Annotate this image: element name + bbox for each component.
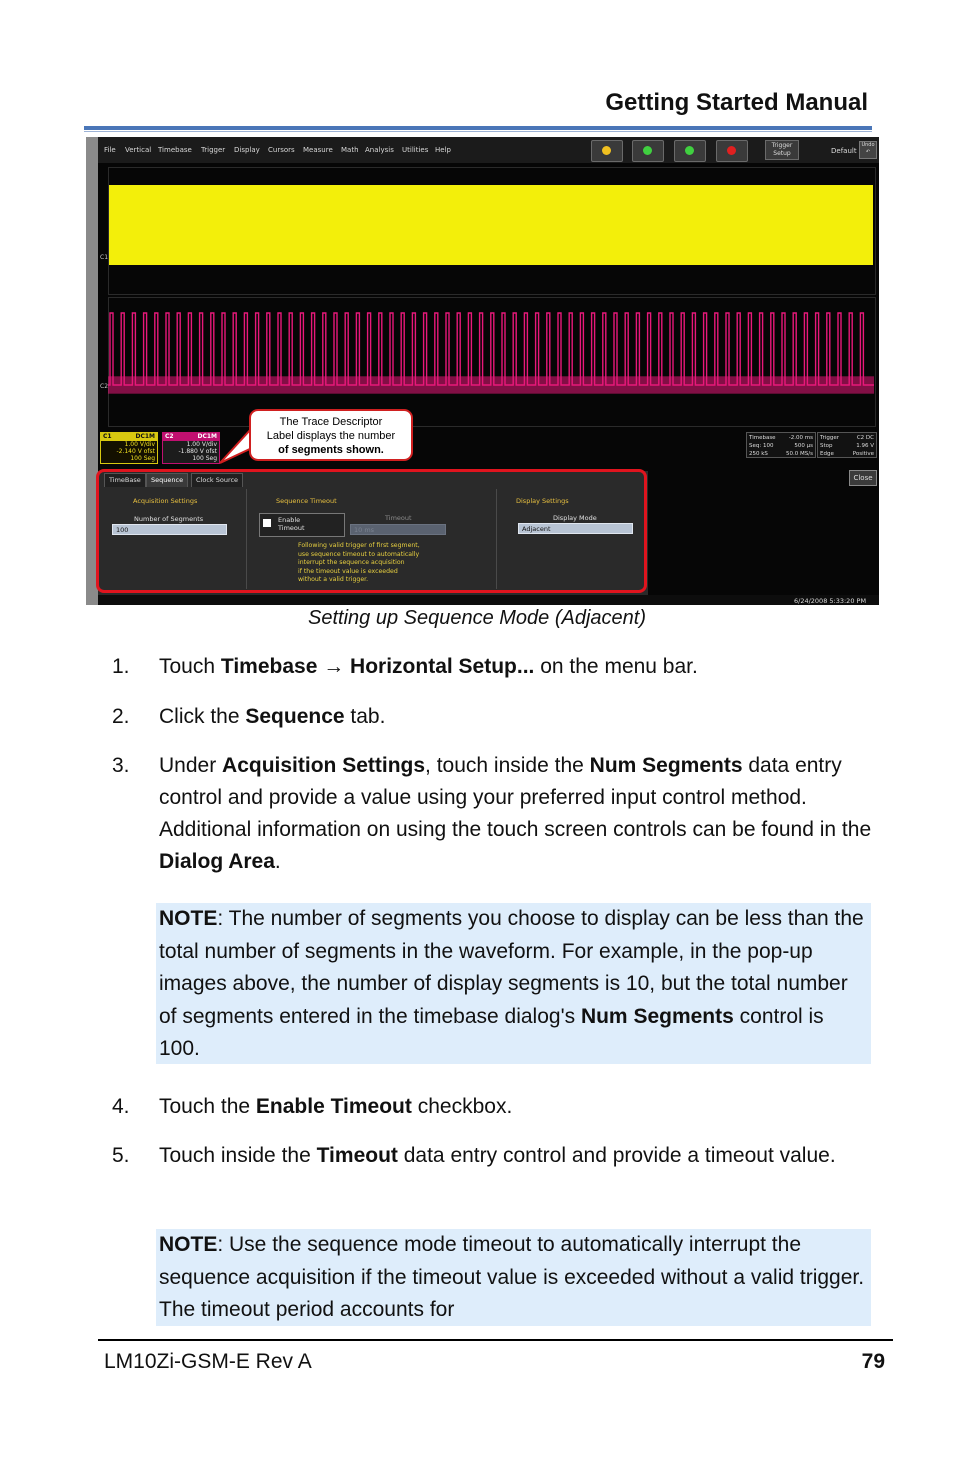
timeout-help-line-4: if the timeout value is exceeded (298, 567, 398, 575)
step-3-num-segments: Num Segments (589, 754, 743, 777)
menu-vertical[interactable]: Vertical (125, 146, 152, 154)
tab-clock-source[interactable]: Clock Source (191, 473, 243, 487)
page-number: 79 (861, 1350, 885, 1373)
display-mode-label: Display Mode (553, 514, 597, 522)
trigger-level: 1.96 V (856, 443, 874, 449)
c2-descriptor-offset: -1.880 V ofst (178, 448, 217, 455)
menu-analysis[interactable]: Analysis (365, 146, 394, 154)
menu-utilities[interactable]: Utilities (402, 146, 429, 154)
auto-setup-icon (602, 146, 611, 155)
timebase-label: Timebase (749, 435, 776, 441)
step-3-number: 3. (112, 754, 130, 777)
enable-timeout-label-1: Enable (278, 516, 301, 524)
step-1-menu-path: Timebase → Horizontal Setup... (220, 655, 535, 678)
c1-descriptor-offset: -2.140 V ofst (116, 448, 155, 455)
step-4-enable-timeout: Enable Timeout (255, 1095, 412, 1118)
c1-descriptor-segments: 100 Seg (130, 455, 155, 462)
default-label[interactable]: Default (831, 147, 857, 155)
undo-label: Undo (861, 142, 875, 148)
note-2 (156, 1229, 871, 1326)
trigger-label: Trigger (820, 435, 839, 441)
callout-line-2: Label displays the number (266, 430, 396, 442)
acquisition-settings-title: Acquisition Settings (133, 497, 198, 505)
step-3-text-b: , touch inside the (425, 754, 590, 777)
step-4-number: 4. (112, 1095, 130, 1118)
status-date: 6/24/2008 5:33:20 PM (794, 597, 867, 605)
trigger-source: C2 DC (856, 435, 874, 441)
step-4-text-b: checkbox. (411, 1095, 513, 1118)
c1-descriptor[interactable] (100, 432, 158, 464)
auto-setup-button[interactable] (591, 140, 623, 162)
step-5-timeout: Timeout (316, 1144, 398, 1167)
timeout-input[interactable]: 10 ms (350, 524, 446, 535)
status-bar (98, 595, 879, 605)
step-5-text-b: data entry control and provide a timeout value. (397, 1144, 836, 1167)
menu-display[interactable]: Display (234, 146, 260, 154)
header-rule (84, 126, 872, 130)
highlight-frame (96, 469, 647, 593)
header-rule-thin (84, 131, 872, 132)
stop-icon (727, 146, 736, 155)
step-3-acq-settings: Acquisition Settings (222, 754, 426, 777)
timebase-descriptor[interactable] (746, 432, 816, 458)
callout-line-3: of segments shown. (278, 444, 384, 456)
c1-marker: C1 (100, 254, 109, 261)
step-3-text-d: . (274, 850, 281, 873)
trigger-type: Edge (820, 451, 834, 457)
note-1-text-a: : The number of segments you choose to display can be less than the total number of segments in the waveform. For example, in the pop-up images above, the number of display segments is 10, but the total number of segments entered in the timebase dialog's (159, 907, 864, 1028)
timeout-help-line-3: interrupt the sequence acquisition (298, 559, 405, 566)
trigger-descriptor[interactable] (817, 432, 877, 458)
note-2-text: : Use the sequence mode timeout to automatically interrupt the sequence acquisition if the timeout value is exceeded without a valid trigger. The timeout period accounts for (159, 1233, 865, 1321)
footer-rule (98, 1339, 893, 1341)
callout-line-1: The Trace Descriptor (279, 416, 383, 428)
timebase-samples: 250 kS (749, 451, 768, 457)
c1-descriptor-vdiv: 1.00 V/div (124, 441, 155, 448)
trigger-setup-label-1: Trigger (771, 142, 793, 149)
enable-timeout-label-2: Timeout (278, 524, 305, 532)
timebase-seq: Seq: 100 (749, 443, 774, 449)
tab-sequence[interactable]: Sequence (146, 473, 188, 487)
step-3-dialog-area: Dialog Area (159, 850, 275, 873)
timebase-rate: 50.0 MS/s (786, 451, 813, 457)
timeout-help-line-1: Following valid trigger of first segment, (298, 542, 420, 549)
step-2-text (159, 701, 874, 733)
c2-descriptor-segments: 100 Seg (192, 455, 217, 462)
c1-trace (109, 185, 873, 265)
step-3-text (159, 750, 874, 878)
trigger-setup-label-2: Setup (773, 150, 791, 157)
display-settings-title: Display Settings (516, 497, 569, 505)
menu-cursors[interactable]: Cursors (268, 146, 295, 154)
note-1-num-segments: Num Segments (580, 1004, 734, 1028)
trigger-slope: Positive (852, 451, 874, 457)
menu-help[interactable]: Help (435, 146, 451, 154)
note-1 (156, 903, 871, 1064)
oscilloscope-screenshot (86, 137, 879, 605)
step-1-text-a: Touch (159, 655, 221, 678)
step-5-number: 5. (112, 1144, 130, 1167)
tab-timebase[interactable]: TimeBase (104, 473, 146, 487)
timebase-div: 500 µs (794, 443, 813, 449)
single-trigger-icon (643, 146, 652, 155)
step-3-text-c: data entry control and provide a value using your preferred input control method. Additional information on using the touch screen controls can be found in the (159, 754, 872, 841)
step-4-text-a: Touch the (159, 1095, 256, 1118)
timeout-help-line-2: use sequence timeout to automatically (298, 550, 420, 558)
trigger-setup-button[interactable] (765, 140, 799, 160)
step-2-text-b: tab. (344, 705, 386, 728)
sequence-timeout-title: Sequence Timeout (276, 497, 337, 505)
trace-descriptor-callout (249, 409, 413, 461)
normal-trigger-icon (685, 146, 694, 155)
timeout-help-line-5: without a valid trigger. (298, 576, 369, 583)
normal-trigger-button[interactable] (674, 140, 706, 162)
stop-button[interactable] (716, 140, 748, 162)
footer-doc-id: LM10Zi-GSM-E Rev A (104, 1350, 312, 1373)
close-button[interactable]: Close (849, 470, 877, 486)
timebase-value: -2.00 ms (788, 435, 813, 441)
num-segments-input[interactable]: 100 (112, 524, 227, 535)
menu-timebase[interactable]: Timebase (158, 146, 192, 154)
num-segments-label: Number of Segments (134, 515, 204, 523)
c2-descriptor-name: C2 (165, 433, 174, 440)
note-1-label: NOTE (159, 907, 218, 930)
step-4-text (159, 1091, 874, 1123)
step-3-text-a: Under (159, 754, 223, 777)
menu-measure[interactable]: Measure (303, 146, 333, 154)
step-2-text-a: Click the (159, 705, 246, 728)
c2-trace (108, 305, 874, 405)
step-1-text (159, 651, 874, 683)
step-1-text-b: on the menu bar. (534, 655, 698, 678)
c1-descriptor-coupling: DC1M (135, 433, 155, 440)
trigger-mode: Stop (820, 443, 833, 449)
c2-descriptor-coupling: DC1M (197, 433, 217, 440)
step-2-number: 2. (112, 705, 130, 728)
c2-marker: C2 (100, 383, 109, 390)
timeout-label: Timeout (385, 514, 412, 522)
note-2-label: NOTE (159, 1233, 218, 1256)
single-trigger-button[interactable] (632, 140, 664, 162)
menu-trigger[interactable]: Trigger (201, 146, 226, 154)
header-title: Getting Started Manual (605, 89, 868, 116)
step-5-text (159, 1140, 874, 1172)
step-2-tab-name: Sequence (245, 705, 345, 728)
c2-descriptor-vdiv: 1.00 V/div (186, 441, 217, 448)
figure-caption: Setting up Sequence Mode (Adjacent) (308, 607, 646, 629)
step-1-number: 1. (112, 655, 130, 678)
c2-descriptor[interactable] (162, 432, 220, 464)
note-1-text-b: control is 100. (159, 1004, 824, 1060)
c1-descriptor-name: C1 (103, 433, 112, 440)
undo-button[interactable]: Undo ↶ (859, 141, 877, 159)
menu-math[interactable]: Math (341, 146, 359, 154)
step-5-text-a: Touch inside the (159, 1144, 317, 1167)
display-mode-select[interactable]: Adjacent (518, 523, 633, 534)
menu-file[interactable]: File (104, 146, 116, 154)
